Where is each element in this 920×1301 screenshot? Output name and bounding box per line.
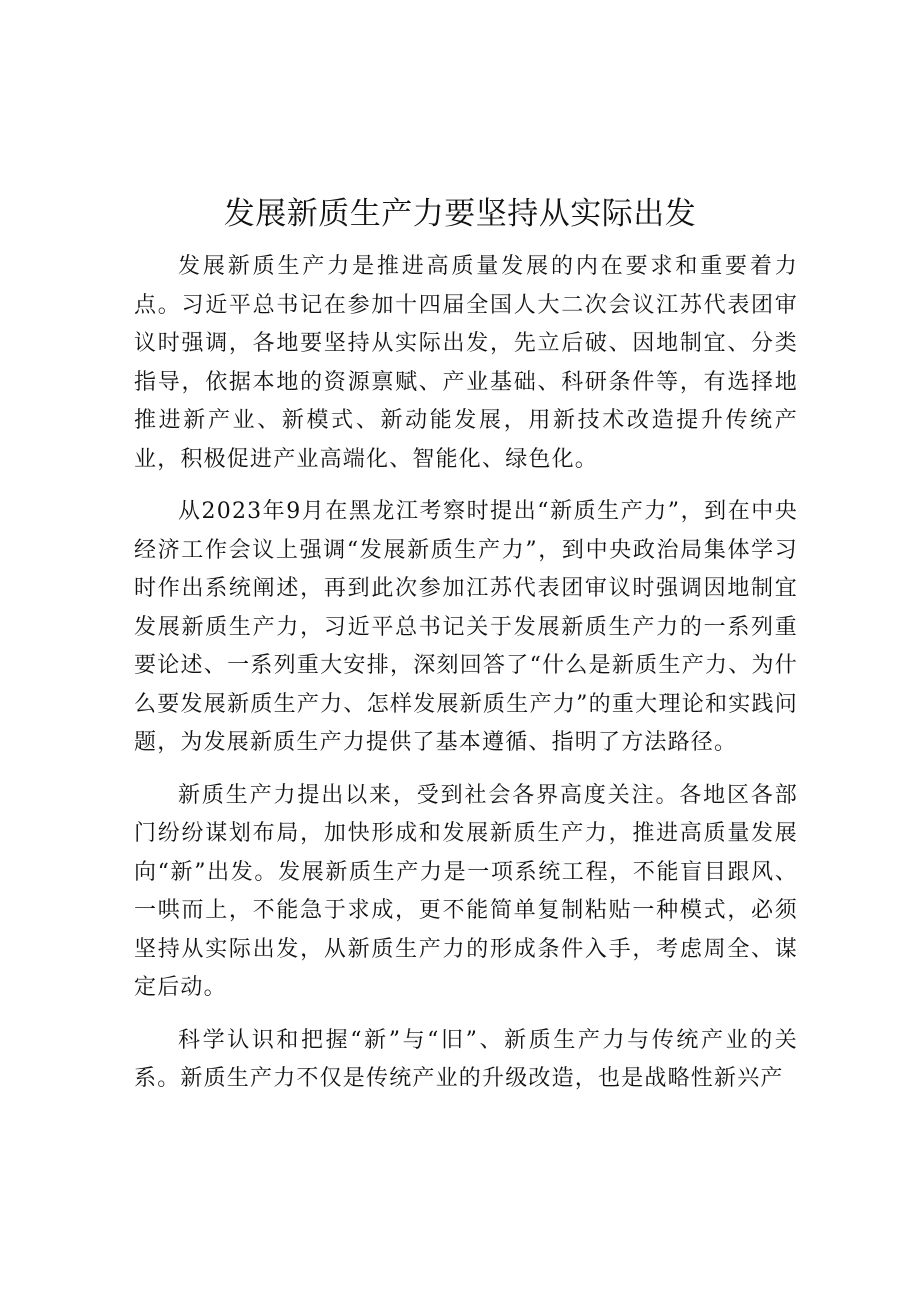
paragraph-1: 发展新质生产力是推进高质量发展的内在要求和重要着力点。习近平总书记在参加十四届全国人大二次会议江苏代表团审议时强调，各地要坚持从实际出发，先立后破、因地制宜、分类指导，依据本地的资源禀赋、产业基础、科研条件等，有选择地推进新产业、新模式、新动能发展，用新技术改造提升传统产业，积极促进产业高端化、智能化、绿色化。 [134,254,798,472]
document-body [134,248,798,1113]
document-title: 发展新质生产力要坚持从实际出发 [223,196,697,232]
paragraph-3: 新质生产力提出以来，受到社会各界高度关注。各地区各部门纷纷谋划布局，加快形成和发展新质生产力，推进高质量发展向“新”出发。发展新质生产力是一项系统工程，不能盲目跟风、一哄而上，不能急于求成，更不能简单复制粘贴一种模式，必须坚持从实际出发，从新质生产力的形成条件入手，考虑周全、谋定后动。 [134,782,798,1000]
paragraph-4: 科学认识和把握“新”与“旧”、新质生产力与传统产业的关系。新质生产力不仅是传统产业的升级改造，也是战略性新兴产 [134,1027,798,1091]
paragraph-2: 从2023年9月在黑龙江考察时提出“新质生产力”，到在中央经济工作会议上强调“发展新质生产力”，到中央政治局集体学习时作出系统阐述，再到此次参加江苏代表团审议时强调因地制宜发展新质生产力，习近平总书记关于发展新质生产力的一系列重要论述、一系列重大安排，深刻回答了“什么是新质生产力、为什么要发展新质生产力、怎样发展新质生产力”的重大理论和实践问题，为发展新质生产力提供了基本遵循、指明了方法路径。 [134,499,798,755]
